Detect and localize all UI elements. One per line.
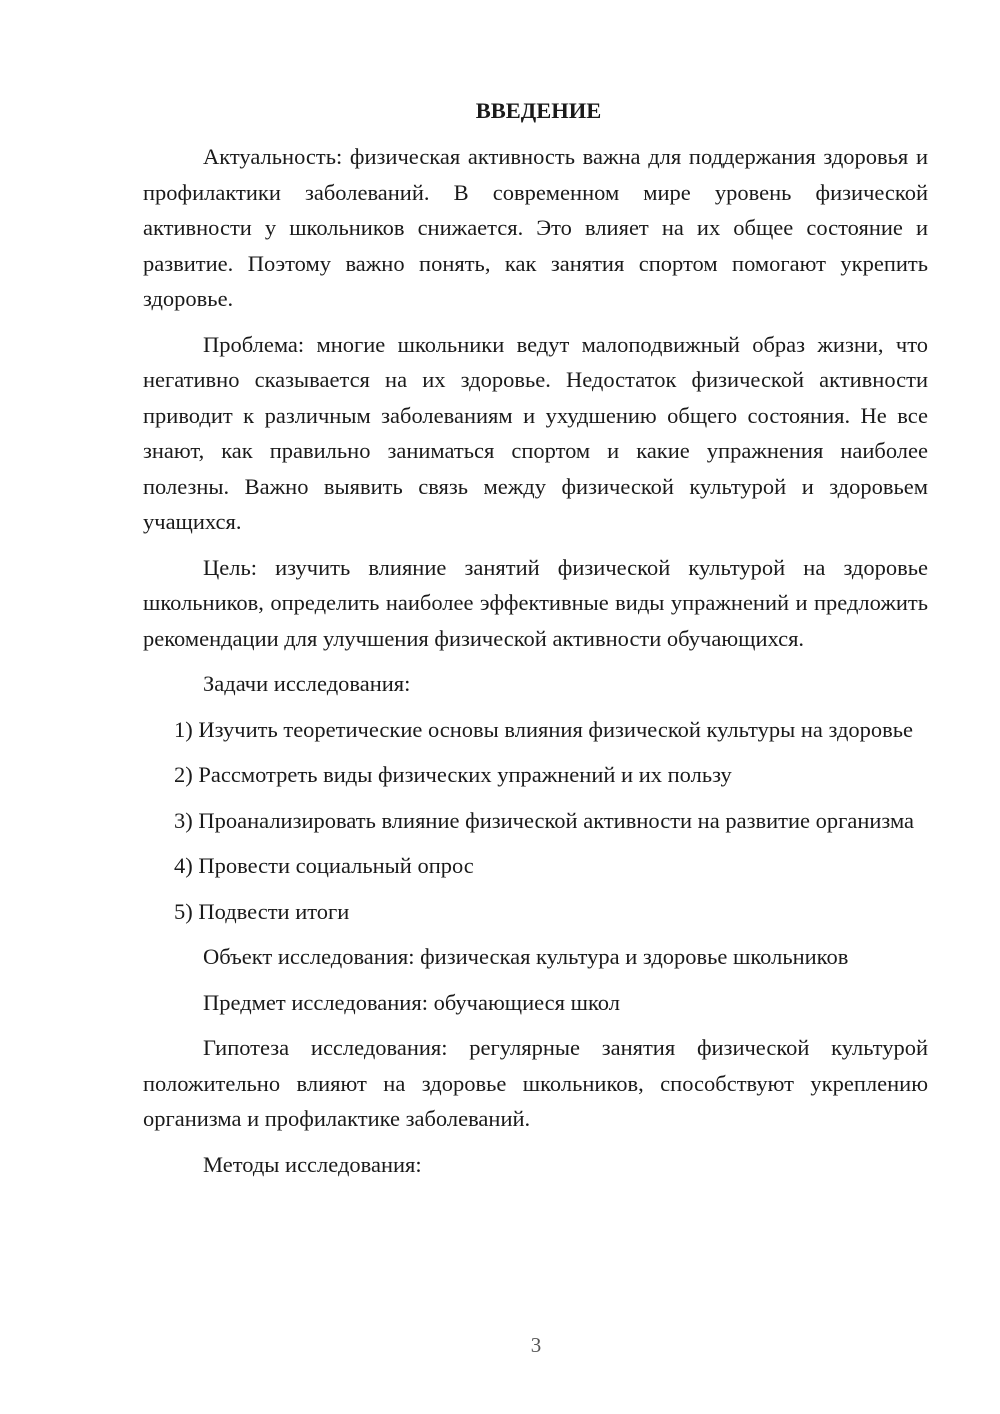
relevance-paragraph: Актуальность: физическая активность важна для поддержания здоровья и профилактики заболеваний. В современном мире уровень физической активности у школьников снижается. Это влияет на их общее состояние и развитие. Поэтому важно понять, как занятия спортом помогают укрепить здоровье. <box>143 144 928 311</box>
object-paragraph: Объект исследования: физическая культура и здоровье школьников <box>203 944 849 969</box>
task-item-4: 4) Провести социальный опрос <box>174 853 474 878</box>
goal-paragraph: Цель: изучить влияние занятий физической культурой на здоровье школьников, определить наиболее эффективные виды упражнений и предложить рекомендации для улучшения физической активности обучающихся. <box>143 554 928 651</box>
page-content <box>143 95 928 1192</box>
subject-paragraph: Предмет исследования: обучающиеся школ <box>203 989 620 1015</box>
hypothesis-paragraph: Гипотеза исследования: регулярные занятия физической культурой положительно влияют на здоровье школьников, способствуют укреплению организма и профилактике заболеваний. <box>143 1035 928 1131</box>
task-item-5: 5) Подвести итоги <box>174 898 350 924</box>
task-item-3: 3) Проанализировать влияние физической активности на развитие организма <box>174 807 915 833</box>
task-item-2: 2) Рассмотреть виды физических упражнений и их пользу <box>174 762 732 787</box>
task-item-1: 1) Изучить теоретические основы влияния физической культуры на здоровье <box>174 716 914 742</box>
problem-paragraph: Проблема: многие школьники ведут малоподвижный образ жизни, что негативно сказывается на их здоровье. Недостаток физической активности приводит к различным заболеваниям и ухудшению общего состояния. Не все знают, как правильно заниматься спортом и какие упражнения наиболее полезны. Важно выявить связь между физической культурой и здоровьем учащихся. <box>143 331 928 534</box>
page-title: ВВЕДЕНИЕ <box>475 98 602 123</box>
page-number: 3 <box>530 1333 542 1357</box>
methods-heading: Методы исследования: <box>203 1151 422 1177</box>
tasks-heading: Задачи исследования: <box>203 671 411 696</box>
